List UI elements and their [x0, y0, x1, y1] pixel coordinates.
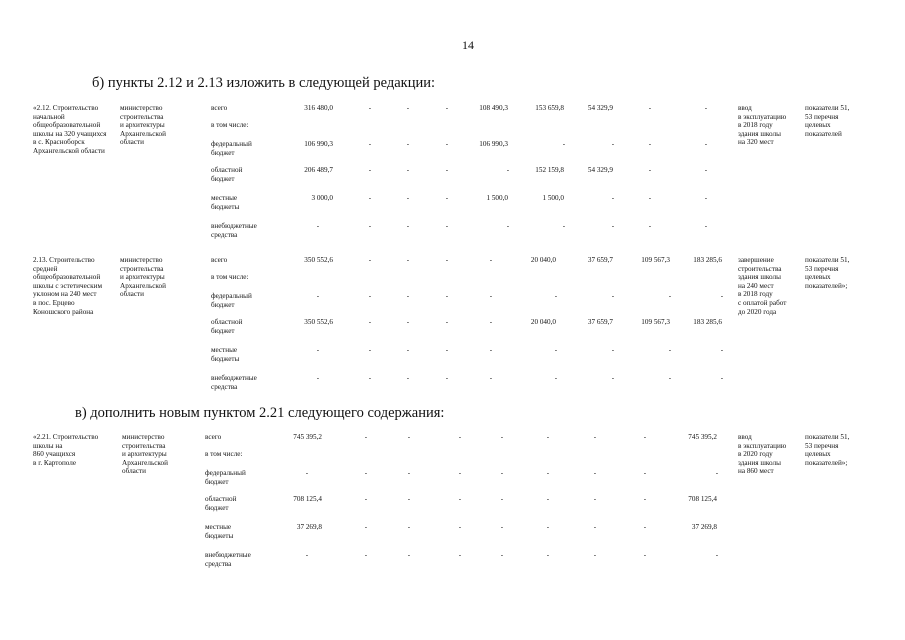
table-cell: 106 990,3	[304, 140, 333, 148]
table-cell: 109 567,3	[641, 256, 670, 264]
table-cell: -	[458, 551, 462, 559]
table-cell: -	[368, 140, 372, 148]
table-cell: -	[611, 346, 615, 354]
table-cell: -	[445, 140, 449, 148]
table-cell: -	[489, 346, 493, 354]
table-cell: -	[368, 292, 372, 300]
executor: министерство строительства и архитектуры Архангельской области	[120, 256, 166, 299]
table-cell: -	[458, 433, 462, 441]
table-cell: -	[506, 222, 510, 230]
table-cell: -	[407, 433, 411, 441]
measure-name: 2.13. Строительство средней общеобразовательной школы с эстетическим уклоном на 240 мест в пос. Ерцево Коношского района	[33, 256, 103, 316]
table-cell: -	[368, 222, 372, 230]
table-cell: 3 000,0	[311, 194, 333, 202]
table-cell: -	[704, 104, 708, 112]
table-cell: -	[316, 374, 320, 382]
funding-source-label: в том числе:	[211, 121, 249, 129]
table-cell: -	[554, 346, 558, 354]
table-cell: -	[445, 194, 449, 202]
table-cell: -	[364, 433, 368, 441]
heading-section-v: в) дополнить новым пунктом 2.21 следующего содержания:	[75, 405, 445, 421]
table-cell: -	[648, 222, 652, 230]
table-cell: -	[316, 346, 320, 354]
table-cell: -	[546, 433, 550, 441]
table-cell: -	[368, 346, 372, 354]
table-cell: 152 159,8	[535, 166, 564, 174]
funding-source-label: областной бюджет	[211, 166, 243, 183]
table-cell: 350 552,6	[304, 256, 333, 264]
table-cell: -	[643, 523, 647, 531]
measure-name: «2.21. Строительство школы на 860 учащихся в г. Картополе	[33, 433, 99, 467]
table-cell: -	[648, 194, 652, 202]
table-cell: 206 489,7	[304, 166, 333, 174]
table-cell: -	[445, 374, 449, 382]
table-cell: 1 500,0	[486, 194, 508, 202]
table-cell: -	[704, 194, 708, 202]
table-cell: -	[406, 140, 410, 148]
funding-source-label: федеральный бюджет	[211, 292, 252, 309]
table-cell: -	[554, 374, 558, 382]
table-cell: 708 125,4	[293, 495, 322, 503]
table-cell: 745 395,2	[293, 433, 322, 441]
table-cell: -	[715, 469, 719, 477]
table-cell: -	[500, 469, 504, 477]
table-cell: -	[648, 140, 652, 148]
funding-source-label: местные бюджеты	[211, 194, 240, 211]
table-cell: -	[668, 374, 672, 382]
table-cell: -	[648, 166, 652, 174]
table-cell: -	[368, 166, 372, 174]
funding-source-label: всего	[211, 256, 228, 264]
table-cell: -	[500, 495, 504, 503]
table-cell: -	[489, 256, 493, 264]
table-cell: -	[720, 292, 724, 300]
table-cell: -	[715, 551, 719, 559]
table-cell: -	[368, 104, 372, 112]
table-cell: -	[407, 551, 411, 559]
table-cell: -	[305, 551, 309, 559]
expected-result: ввод в эксплуатацию в 2020 году здания школы на 860 мест	[738, 433, 787, 476]
table-cell: -	[611, 374, 615, 382]
funding-source-label: областной бюджет	[205, 495, 237, 512]
table-cell: 108 490,3	[479, 104, 508, 112]
table-cell: 37 659,7	[587, 318, 613, 326]
table-cell: 153 659,8	[535, 104, 564, 112]
funding-source-label: федеральный бюджет	[205, 469, 246, 486]
target-indicator: показатели 51, 53 перечня целевых показателей»;	[805, 433, 850, 467]
table-cell: -	[648, 104, 652, 112]
table-cell: 37 269,8	[296, 523, 322, 531]
table-cell: -	[546, 469, 550, 477]
table-cell: -	[546, 523, 550, 531]
table-cell: -	[406, 318, 410, 326]
table-cell: -	[458, 523, 462, 531]
table-cell: -	[316, 222, 320, 230]
table-cell: -	[593, 495, 597, 503]
table-cell: -	[406, 194, 410, 202]
table-cell: -	[305, 469, 309, 477]
table-cell: -	[368, 374, 372, 382]
table-cell: -	[445, 256, 449, 264]
table-cell: 109 567,3	[641, 318, 670, 326]
table-cell: -	[554, 292, 558, 300]
table-cell: -	[445, 346, 449, 354]
table-cell: -	[489, 292, 493, 300]
table-cell: -	[546, 495, 550, 503]
table-cell: -	[406, 346, 410, 354]
table-cell: -	[364, 551, 368, 559]
expected-result: завершение строительства здания школы на 240 мест в 2018 году с оплатой работ до 2020 года	[738, 256, 787, 316]
target-indicator: показатели 51, 53 перечня целевых показателей	[805, 104, 850, 138]
table-cell: -	[368, 194, 372, 202]
table-cell: -	[611, 140, 615, 148]
table-cell: -	[458, 495, 462, 503]
table-cell: 745 395,2	[688, 433, 717, 441]
table-cell: -	[407, 523, 411, 531]
funding-source-label: внебюджетные средства	[205, 551, 251, 568]
table-cell: -	[445, 222, 449, 230]
table-cell: -	[704, 166, 708, 174]
table-cell: -	[489, 374, 493, 382]
table-cell: -	[364, 495, 368, 503]
table-cell: 20 040,0	[530, 256, 556, 264]
funding-source-label: в том числе:	[205, 450, 243, 458]
table-cell: -	[593, 469, 597, 477]
table-cell: -	[506, 166, 510, 174]
table-cell: -	[593, 523, 597, 531]
table-cell: -	[406, 222, 410, 230]
target-indicator: показатели 51, 53 перечня целевых показателей»;	[805, 256, 850, 290]
table-cell: -	[611, 292, 615, 300]
table-cell: -	[546, 551, 550, 559]
table-cell: -	[643, 469, 647, 477]
table-cell: -	[406, 166, 410, 174]
table-cell: -	[489, 318, 493, 326]
funding-source-label: федеральный бюджет	[211, 140, 252, 157]
executor: министерство строительства и архитектуры Архангельской области	[122, 433, 168, 476]
table-cell: 183 285,6	[693, 318, 722, 326]
table-cell: 54 329,9	[587, 166, 613, 174]
table-cell: -	[406, 374, 410, 382]
table-cell: -	[562, 140, 566, 148]
table-cell: -	[593, 433, 597, 441]
table-cell: 183 285,6	[693, 256, 722, 264]
table-cell: -	[643, 495, 647, 503]
table-cell: -	[593, 551, 597, 559]
table-cell: 316 480,0	[304, 104, 333, 112]
table-cell: -	[364, 469, 368, 477]
table-cell: -	[500, 433, 504, 441]
table-cell: -	[406, 256, 410, 264]
table-cell: -	[704, 140, 708, 148]
heading-section-b: б) пункты 2.12 и 2.13 изложить в следующей редакции:	[92, 75, 436, 91]
table-cell: 54 329,9	[587, 104, 613, 112]
table-cell: 106 990,3	[479, 140, 508, 148]
table-cell: -	[445, 318, 449, 326]
table-cell: 350 552,6	[304, 318, 333, 326]
table-cell: -	[407, 469, 411, 477]
table-cell: -	[445, 166, 449, 174]
table-cell: -	[704, 222, 708, 230]
table-cell: -	[368, 256, 372, 264]
table-cell: -	[445, 292, 449, 300]
table-cell: -	[668, 292, 672, 300]
table-cell: -	[720, 374, 724, 382]
table-cell: -	[500, 551, 504, 559]
table-cell: -	[611, 222, 615, 230]
table-cell: -	[458, 469, 462, 477]
funding-source-label: местные бюджеты	[205, 523, 234, 540]
funding-source-label: местные бюджеты	[211, 346, 240, 363]
table-cell: -	[407, 495, 411, 503]
table-cell: -	[406, 292, 410, 300]
table-cell: 708 125,4	[688, 495, 717, 503]
table-cell: -	[406, 104, 410, 112]
table-cell: 37 659,7	[587, 256, 613, 264]
executor: министерство строительства и архитектуры Архангельской области	[120, 104, 166, 147]
table-cell: -	[668, 346, 672, 354]
measure-name: «2.12. Строительство начальной общеобразовательной школы на 320 учащихся в с. Красноборск Архангельской области	[33, 104, 107, 155]
page-number: 14	[462, 38, 474, 52]
funding-source-label: в том числе:	[211, 273, 249, 281]
table-cell: -	[562, 222, 566, 230]
table-cell: -	[364, 523, 368, 531]
funding-source-label: всего	[211, 104, 228, 112]
funding-source-label: внебюджетные средства	[211, 222, 257, 239]
funding-source-label: областной бюджет	[211, 318, 243, 335]
table-cell: -	[611, 194, 615, 202]
table-cell: -	[368, 318, 372, 326]
expected-result: ввод в эксплуатацию в 2018 году здания школы на 320 мест	[738, 104, 787, 147]
table-cell: 1 500,0	[542, 194, 564, 202]
table-cell: 37 269,8	[691, 523, 717, 531]
table-cell: -	[720, 346, 724, 354]
table-cell: -	[643, 551, 647, 559]
table-cell: -	[643, 433, 647, 441]
table-cell: 20 040,0	[530, 318, 556, 326]
table-cell: -	[316, 292, 320, 300]
funding-source-label: внебюджетные средства	[211, 374, 257, 391]
funding-source-label: всего	[205, 433, 222, 441]
table-cell: -	[500, 523, 504, 531]
table-cell: -	[445, 104, 449, 112]
